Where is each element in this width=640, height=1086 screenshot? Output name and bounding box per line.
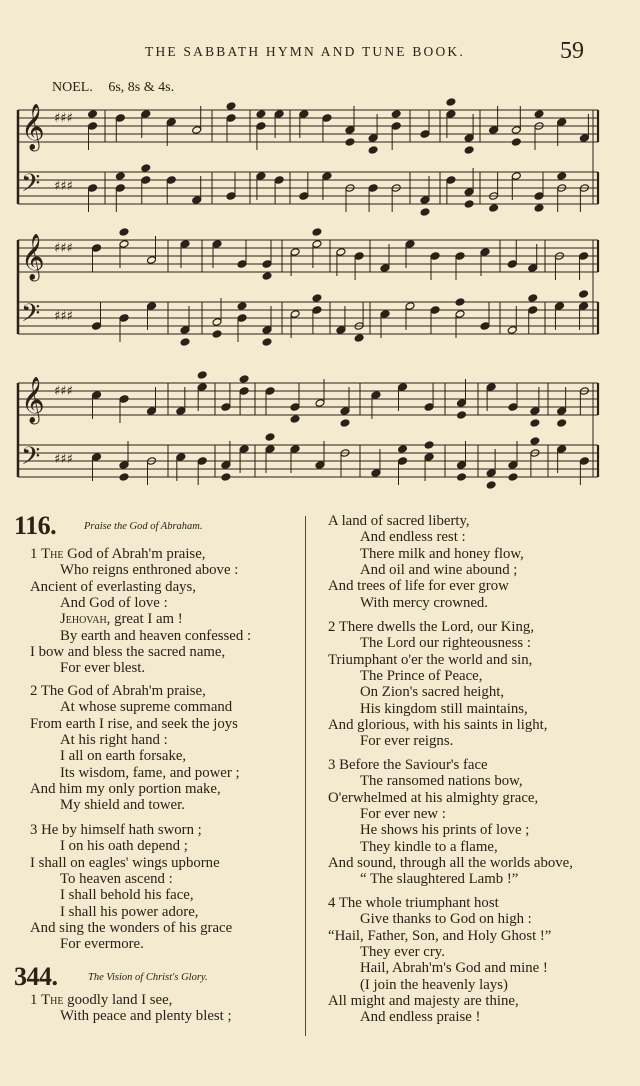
note-head [579,457,589,466]
verse-line [360,839,498,855]
note-head [119,240,129,249]
running-title: THE SABBATH HYMN AND TUNE BOOK. [145,44,465,59]
note-head [197,383,207,392]
note-head [312,240,322,249]
verse-line [30,683,206,699]
note-head [147,256,157,265]
verse-line [328,578,509,594]
verse-line [360,977,508,993]
note-head [371,391,381,400]
verse-text: He by himself hath sworn ; [41,822,202,838]
note-head [92,244,102,253]
note-head [391,110,401,119]
verse-line [60,660,145,676]
note-head [420,130,430,139]
note-head [262,272,272,281]
note-head [430,306,440,315]
verse-text: With peace and plenty blest ; [60,1008,232,1025]
verse-line [30,579,196,595]
verse-text: They ever cry. [360,943,445,960]
note-head [315,399,325,408]
verse-text: And him my only portion make, [30,780,221,797]
note-head [457,473,467,482]
note-head [398,383,408,392]
note-head [290,415,300,424]
verse-line [360,773,523,789]
key-signature-icon: ♯♯♯ [54,452,73,467]
note-head [486,469,496,478]
verse-lead-word: Jehovah, [60,611,111,628]
note-head [457,461,467,470]
note-head [511,172,521,181]
verse-text: Hail, Abrah'm's God and mine ! [360,960,548,977]
note-head [424,441,434,450]
note-head [312,294,322,303]
note-head [119,395,129,404]
note-head [489,204,499,213]
note-head [119,473,129,482]
note-head [579,290,589,299]
verse-line [360,529,466,545]
verse-text: “Hail, Father, Son, and Holy Ghost !” [328,927,552,944]
note-head [464,200,474,209]
verse-line [60,871,173,887]
verse-line [328,757,488,773]
note-head [579,252,589,261]
tune-meter: 6s, 8s & 4s. [108,80,175,95]
note-head [192,126,202,135]
note-head [446,176,456,185]
stanza-number: 2 [328,619,336,635]
note-head [530,407,540,416]
hymn-title: Praise the God of Abraham. [84,521,203,532]
verse-line [30,920,232,936]
note-head [398,445,408,454]
verse-text: I bow and bless the sacred name, [30,643,226,660]
verse-line [360,684,504,700]
note-head [239,375,249,384]
note-head [480,248,490,257]
verse-text: And God of love : [60,594,168,611]
note-head [119,461,129,470]
verse-line [328,513,470,529]
note-head [119,314,129,323]
verse-text: Give thanks to God on high : [360,911,532,928]
verse-text: His kingdom still maintains, [360,700,528,717]
verse-text: By earth and heaven confessed : [60,627,252,644]
verse-text: I on his oath depend ; [60,838,188,855]
note-head [312,228,322,237]
note-head [457,411,467,420]
note-head [530,419,540,428]
verse-line [360,701,528,717]
note-head [299,192,309,201]
note-head [147,407,157,416]
verse-text: I shall his power adore, [60,903,199,920]
note-head [141,176,151,185]
verse-line [328,993,519,1009]
note-head [239,445,249,454]
note-head [92,453,102,462]
verse-text: For ever new : [360,805,446,822]
note-head [290,248,300,257]
note-head [262,260,272,269]
verse-line [360,668,482,684]
note-head [371,469,381,478]
note-head [507,326,517,335]
note-head [528,294,538,303]
note-head [486,481,496,490]
note-head [147,302,157,311]
note-head [557,445,567,454]
note-head [554,302,564,311]
note-head [534,110,544,119]
note-head [180,240,190,249]
note-head [237,260,247,269]
verse-text: For ever reigns. [360,733,454,750]
page-number: 59 [560,38,584,64]
note-head [420,196,430,205]
verse-line [30,546,205,562]
verse-text: The Lord our righteousness : [360,635,531,652]
verse-line [360,546,524,562]
column-divider [305,516,306,1036]
note-head [464,188,474,197]
verse-text: From earth I rise, and seek the joys [30,715,238,732]
note-head [579,134,589,143]
verse-text: And glorious, with his saints in light, [328,716,548,733]
note-head [88,110,98,119]
note-head [528,264,538,273]
bass-clef-icon: 𝄢 [21,299,41,334]
note-head [237,302,247,311]
verse-text: The whole triumphant host [338,895,499,911]
verse-line [60,887,194,903]
note-head [290,310,300,319]
note-head [265,433,275,442]
bass-clef-icon: 𝄢 [21,169,41,204]
stanza-number: 3 [328,757,336,773]
verse-line [360,944,445,960]
note-head [391,122,401,131]
note-head [557,407,567,416]
verse-line [360,871,518,887]
verse-text: I shall behold his face, [60,887,194,904]
note-head [430,252,440,261]
verse-line [30,822,202,838]
note-head [212,240,222,249]
verse-text: Who reigns enthroned above : [60,562,239,579]
note-head [239,387,249,396]
note-head [489,126,499,135]
verse-text: Triumphant o'er the world and sin, [328,651,533,668]
note-head [354,252,364,261]
verse-line [30,644,225,660]
note-head [312,306,322,315]
verse-line [60,797,185,813]
verse-line [360,635,531,651]
note-head [464,146,474,155]
note-head [262,326,272,335]
note-head [534,204,544,213]
treble-clef-icon: 𝄞 [21,104,45,150]
note-head [256,110,266,119]
note-head [446,110,456,119]
verse-text: The ransomed nations bow, [360,773,523,790]
verse-line [60,699,232,715]
note-head [405,302,415,311]
note-head [455,310,465,319]
note-head [92,322,102,331]
verse-text: I all on earth forsake, [60,748,187,765]
verse-text: My shield and tower. [60,797,185,814]
treble-clef-icon: 𝄞 [21,234,45,280]
note-head [336,326,346,335]
verse-line [30,781,221,797]
verse-lead-word: The [41,992,64,1008]
verse-line [60,562,238,578]
note-head [92,391,102,400]
verse-line [328,790,538,806]
verse-line [60,765,240,781]
note-head [508,473,518,482]
note-head [511,138,521,147]
note-head [480,322,490,331]
note-head [455,252,465,261]
verse-line [60,936,144,952]
verse-line [30,716,238,732]
verse-text: He shows his prints of love ; [360,822,530,839]
verse-line [360,960,548,976]
verse-text: And endless praise ! [360,1009,481,1026]
verse-line [30,992,172,1008]
note-head [340,407,350,416]
verse-line [60,748,186,764]
note-head [141,110,151,119]
note-head [368,134,378,143]
verse-text: All might and majesty are thine, [328,992,519,1009]
note-head [166,118,176,127]
verse-text: At his right hand : [60,731,168,748]
note-head [424,453,434,462]
note-head [212,318,222,327]
verse-text: For ever blest. [60,660,146,677]
key-signature-icon: ♯♯♯ [54,111,73,126]
verse-line [360,733,453,749]
note-head [340,419,350,428]
note-head [166,176,176,185]
verse-text: They kindle to a flame, [360,838,498,855]
note-head [464,134,474,143]
verse-line [60,595,168,611]
verse-line [60,904,198,920]
note-head [180,338,190,347]
verse-text: To heaven ascend : [60,870,173,887]
note-head [528,306,538,315]
verse-text: On Zion's sacred height, [360,684,505,701]
note-head [226,102,236,111]
note-head [141,164,151,173]
note-head [507,260,517,269]
note-head [457,399,467,408]
note-head [221,473,231,482]
stanza-number: 3 [30,822,38,838]
note-head [180,326,190,335]
note-head [290,445,300,454]
hymn-number: 344. [14,962,58,991]
verse-line [328,855,573,871]
verse-line [328,717,548,733]
note-head [265,387,275,396]
note-head [557,118,567,127]
note-head [530,437,540,446]
note-head [212,330,222,339]
note-head [237,314,247,323]
verse-text: “ The slaughtered Lamb !” [360,871,519,888]
note-head [486,383,496,392]
verse-text: I shall on eagles' wings upborne [30,854,220,871]
note-head [380,264,390,273]
verse-line [328,652,532,668]
verse-text: Its wisdom, fame, and power ; [60,764,240,781]
verse-line [360,822,529,838]
note-head [508,403,518,412]
note-head [398,457,408,466]
note-head [192,196,202,205]
note-head [115,172,125,181]
note-head [119,228,129,237]
verse-line [60,1008,232,1024]
verse-line [328,895,499,911]
verse-text: great I am ! [110,611,183,628]
verse-text: And sound, through all the worlds above, [328,854,573,871]
tune-name: NOEL. [52,80,93,95]
verse-text: Before the Saviour's face [339,757,488,773]
verse-line [328,619,534,635]
key-signature-icon: ♯♯♯ [54,179,73,194]
note-head [88,122,98,131]
note-head [115,114,125,123]
note-head [424,403,434,412]
verse-text: There dwells the Lord, our King, [338,619,535,635]
note-head [256,122,266,131]
verse-text: O'erwhelmed at his almighty grace, [328,789,539,806]
key-signature-icon: ♯♯♯ [54,384,73,399]
note-head [420,208,430,217]
note-head [176,453,186,462]
verse-text: And trees of life for ever grow [328,578,509,595]
key-signature-icon: ♯♯♯ [54,241,73,256]
verse-text: goodly land I see, [63,992,173,1008]
verse-text: And sing the wonders of his grace [30,919,233,936]
verse-line [60,628,251,644]
key-signature-icon: ♯♯♯ [54,309,73,324]
note-head [345,138,355,147]
stanza-number: 1 [30,992,38,1008]
note-head [534,192,544,201]
verse-text: (I join the heavenly lays) [360,976,508,993]
verse-line [60,838,188,854]
hymn-number: 116. [14,511,57,540]
verse-text: With mercy crowned. [360,594,489,611]
note-head [274,110,284,119]
note-head [115,184,125,193]
note-head [368,146,378,155]
verse-text: At whose supreme command [60,699,233,716]
verse-text: And endless rest : [360,529,466,546]
note-head [221,461,231,470]
verse-text: God of Abrah'm praise, [63,546,206,562]
note-head [274,176,284,185]
note-head [262,338,272,347]
note-head [322,114,332,123]
verse-text: For evermore. [60,936,144,953]
verse-line [360,911,532,927]
note-head [368,184,378,193]
note-head [455,298,465,307]
verse-text: The Prince of Peace, [360,667,483,684]
note-head [226,114,236,123]
verse-line [328,928,551,944]
verse-line [60,611,183,627]
verse-lead-word: The [41,546,64,562]
note-head [380,310,390,319]
note-head [221,403,231,412]
verse-text: And oil and wine abound ; [360,561,518,578]
verse-line [30,855,220,871]
note-head [345,126,355,135]
note-head [405,240,415,249]
verse-line [360,806,446,822]
note-head [579,302,589,311]
note-head [322,172,332,181]
treble-clef-icon: 𝄞 [21,377,45,423]
stanza-number: 1 [30,546,38,562]
note-head [508,461,518,470]
note-head [176,407,186,416]
note-head [88,184,98,193]
note-head [511,126,521,135]
stanza-number: 4 [328,895,336,911]
verse-text: Ancient of everlasting days, [30,578,197,595]
verse-line [60,732,168,748]
stanza-number: 2 [30,683,38,699]
verse-text: There milk and honey flow, [360,545,524,562]
note-head [557,419,567,428]
note-head [354,334,364,343]
note-head [290,403,300,412]
hymn-title: The Vision of Christ's Glory. [88,972,208,983]
verse-text: The God of Abrah'm praise, [40,683,206,699]
bass-clef-icon: 𝄢 [21,442,41,477]
verse-line [360,562,517,578]
music-score [0,0,640,500]
note-head [557,172,567,181]
note-head [197,371,207,380]
note-head [446,98,456,107]
note-head [226,192,236,201]
note-head [315,461,325,470]
verse-line [360,1009,480,1025]
note-head [299,110,309,119]
verse-text: A land of sacred liberty, [328,513,470,529]
note-head [256,172,266,181]
verse-line [360,595,488,611]
note-head [265,445,275,454]
note-head [336,248,346,257]
note-head [197,457,207,466]
